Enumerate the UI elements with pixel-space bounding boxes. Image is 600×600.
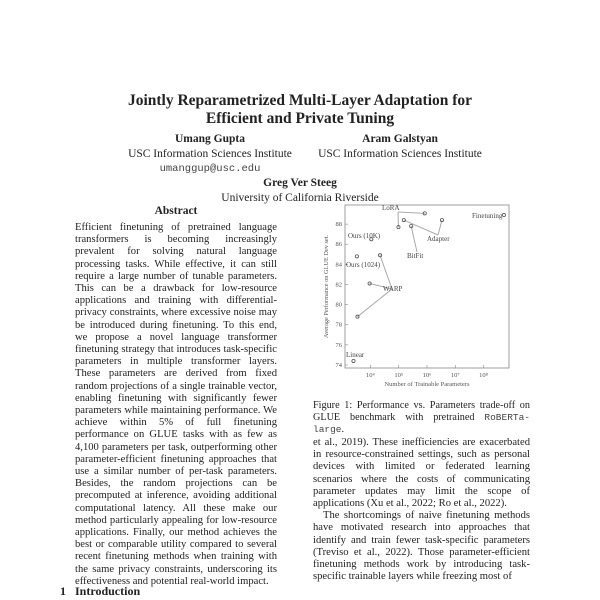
author-name: Umang Gupta [175,133,245,145]
author-affiliation: USC Information Sciences Institute [318,148,482,160]
annotation-arrow [411,226,417,252]
annotation-arrow [380,255,392,289]
point-label: Linear [346,351,365,359]
point-label: Finetuning [472,212,503,220]
author-email[interactable]: umanggup@usc.edu [159,163,261,175]
y-tick-label: 82 [335,281,342,289]
point-label: WARP [383,285,403,293]
x-tick-label: 10⁸ [479,372,488,379]
title-line: Jointly Reparametrized Multi-Layer Adaptation for [127,92,473,109]
author-affiliation: USC Information Sciences Institute [128,148,292,160]
author-affiliation: University of California Riverside [221,192,379,204]
point-label: Adapter [427,235,450,243]
performance-chart [310,195,525,390]
paper-title [0,92,600,128]
x-tick-label: 10⁶ [422,372,432,379]
author-block [300,132,500,162]
y-axis-label: Average Performance on GLUE Dev set. [323,234,330,339]
right-column-text [313,437,530,583]
section-heading [60,584,140,599]
data-point [355,255,358,258]
data-point [352,359,355,362]
paragraph: et al., 2019). These inefficiencies are exacerbated in resource-constrained settings, such as personal devices with limited or federated learning scenarios where the costs of communicating parameter updates may limit the scope of applications (Xu et al., 2022; Ro et al., 2022). [313,437,530,510]
annotation-arrow [357,289,392,317]
figure-caption [313,400,530,437]
y-tick-label: 88 [335,221,342,229]
y-tick-label: 78 [335,321,342,329]
x-tick-label: 10⁷ [450,372,460,379]
abstract-paragraph: Efficient finetuning of pretrained language transformers is becoming increasingly prevalent for solving natural language processing tasks. While effective, it can still require a large number of tunable parameters. This can be a drawback for low-resource applications and training with differential-privacy constraints, where excessive noise may be introduced during finetuning. To this end, we propose a novel language transformer finetuning strategy that introduces task-specific parameters in multiple transformer layers. These parameters are derived from fixed random projections of a single trainable vector, enabling finetuning with significantly fewer parameters while maintaining performance. We achieve within 5% of full finetuning performance on GLUE tasks with as few as 4,100 parameters per task, outperforming other parameter-efficient finetuning approaches that use a similar number of per-task parameters. Besides, the random projections can be precomputed at inference, avoiding additional computational latency. All these make our method particularly appealing for low-resource applications. Finally, our method achieves the best or comparable utility compared to several recent finetuning methods when training with the same privacy constraints, underscoring its effectiveness and potential real-world impact. [75,222,277,587]
point-label: BitFit [407,252,424,260]
y-tick-label: 86 [335,241,342,249]
title-line: Efficient and Private Tuning [205,110,395,127]
author-name: Greg Ver Steeg [263,177,337,189]
paragraph: The shortcomings of naive finetuning methods have motivated research into approaches that identify and train fewer task-specific parameters (Treviso et al., 2022). Those parameter-efficient finetuning methods work by introducing task-specific trainable layers while freezing most of [313,510,530,583]
annotation-arrow [438,220,442,235]
section-title: Introduction [75,584,141,598]
x-tick-label: 10⁴ [366,372,375,379]
y-tick-label: 84 [335,261,342,269]
author-block [110,132,310,177]
point-label: Ours (1024) [346,261,381,269]
annotation-arrow [398,212,425,213]
annotation-arrow [404,220,438,235]
abstract-heading: Abstract [154,205,198,217]
caption-text: Figure 1: Performance vs. Parameters trade-off on GLUE benchmark with pretrained [313,400,530,424]
caption-suffix: . [341,424,345,436]
author-name: Aram Galstyan [362,133,438,145]
data-point [502,213,505,216]
x-axis-label: Number of Trainable Parameters [384,381,470,388]
point-label: LoRA [382,204,400,212]
x-tick-label: 10⁵ [394,372,404,379]
plot-frame [345,205,509,368]
abstract-text [75,222,277,588]
section-number: 1 [60,584,66,598]
y-tick-label: 76 [335,341,342,349]
y-tick-label: 74 [335,361,342,369]
y-tick-label: 80 [335,301,342,309]
point-label: Ours (10K) [348,232,381,240]
caption-model: RoBERTa-large [313,412,530,436]
